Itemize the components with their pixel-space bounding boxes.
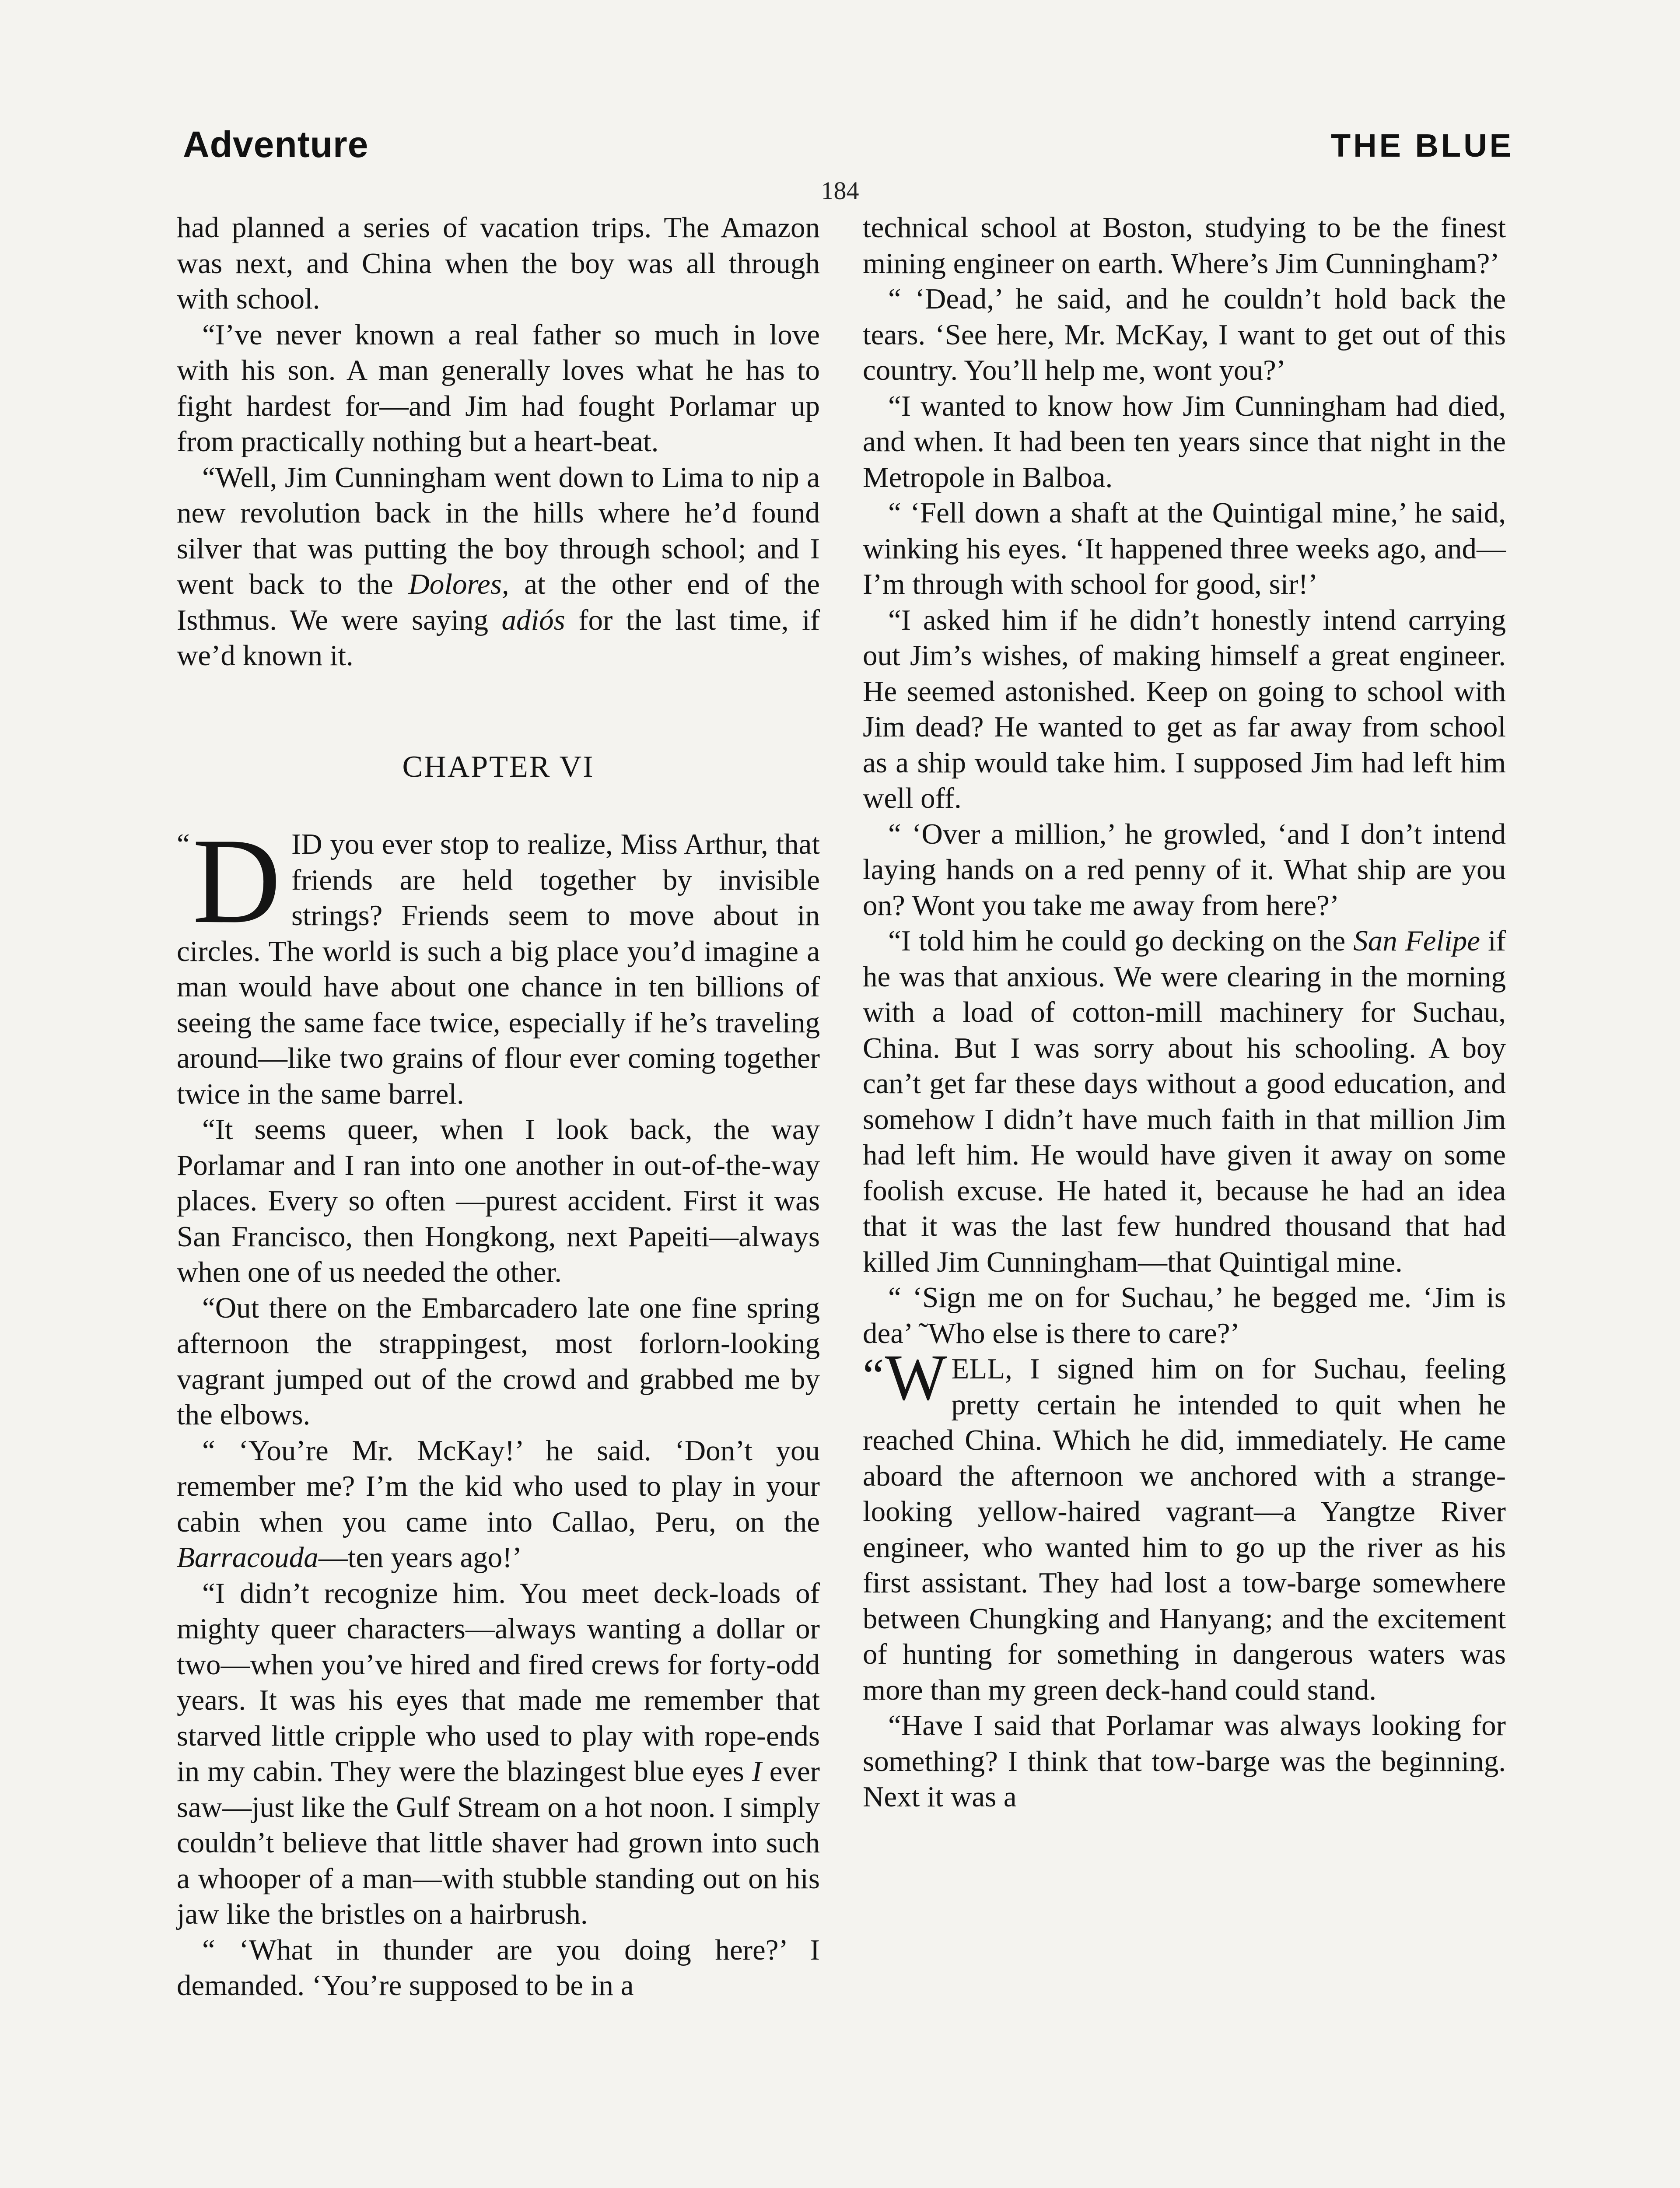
paragraph: had planned a series of vacation trips. The Amazon was next, and China when the boy was all through with school. — [177, 211, 820, 315]
open-quote: “ — [177, 828, 190, 860]
paragraph: “ ‘Sign me on for Suchau,’ he begged me. ‘Jim is dea’ ˜Who else is there to care?’ — [863, 1281, 1506, 1350]
text-run: at the other end of the Isthmus. We were saying — [177, 568, 820, 636]
text-run: —ten years ago!’ — [318, 1541, 522, 1574]
ship-name: San Felipe — [1353, 925, 1480, 957]
text-run: ELL, I signed him on for Suchau, feeling pretty certain he intended to quit when he reached China. Which he did, immediately. He came aboard the afternoon we anchored with a strange-looking yellow-haired vagrant—a Yangtze River engineer, who wanted him to go up the river as his first assistant. They had lost a tow-barge somewhere between Chungking and Hanyang; and the excitement of hunting for something in dangerous waters was more than my green deck-hand could stand. — [863, 1353, 1506, 1706]
paragraph: technical school at Boston, studying to be the finest mining engineer on earth. Where’s Jim Cunningham?’ — [863, 211, 1506, 280]
ship-name: Barracouda — [177, 1541, 318, 1574]
paragraph: “I wanted to know how Jim Cunningham had died, and when. It had been ten years since that night in the Metropole in Balboa. — [863, 389, 1506, 494]
text-run: ever saw—just like the Gulf Stream on a hot noon. I simply couldn’t believe that little shaver had grown into such a whooper of a man—with stubble standing out on his jaw like the bristles on a hairbrush. — [177, 1755, 820, 1930]
text-run: if he was that anxious. We were clearing in the morning with a load of cotton-mill machinery for Suchau, China. But I was sorry about his schooling. A boy can’t get far these days without a good education, and somehow I didn’t have much faith in that million Jim had left him. He would have given it away on some foolish excuse. He hated it, because he had an idea that it was the last few hundred thousand that had killed Jim Cunningham—that Quintigal mine. — [863, 925, 1506, 1278]
chapter-heading: CHAPTER VI — [402, 750, 595, 784]
paragraph: “ ‘Fell down a shaft at the Quintigal mine,’ he said, winking his eyes. ‘It happened three weeks ago, and—I’m through with school for good, sir!’ — [863, 497, 1506, 600]
drop-cap-paragraph — [863, 1341, 1506, 1708]
paragraph: “ ‘What in thunder are you doing here?’ I demanded. ‘You’re supposed to be in a — [177, 1933, 820, 2002]
drop-cap-letter: D — [192, 813, 281, 949]
paragraph — [177, 1576, 820, 1932]
paragraph: “ ‘Dead,’ he said, and he couldn’t hold back the tears. ‘See here, Mr. McKay, I want to get out of this country. You’ll help me, wont you?’ — [863, 283, 1506, 386]
paragraph — [177, 1433, 820, 1576]
right-column — [863, 210, 1506, 1815]
text-run: “Well, Jim Cunningham went down to Lima to nip a new revolution back in the hills where he’d found silver that was putting the boy through school; and I went back to the — [177, 461, 820, 600]
paragraph — [863, 923, 1506, 1280]
text-run: “I didn’t recognize him. You meet deck-loads of mighty queer characters—always wanting a dollar or two—when you’ve hired and fired crews for forty-odd years. It was his eyes that made me remember that starved little cripple who used to play with rope-ends in my cabin. They were the blazingest blue eyes — [177, 1577, 820, 1788]
text-run: ID you ever stop to realize, Miss Arthur, that friends are held together by invisible strings? Friends seem to move about in circles. The world is such a big place you’d imagine a man would have about one chance in ten billions of seeing the same face twice, especially if he’s traveling around—like two grains of flour ever coming together twice in the same barrel. — [177, 828, 820, 1110]
paragraph: “Out there on the Embarcadero late one fine spring afternoon the strappingest, most forlorn-looking vagrant jumped out of the crowd and grabbed me by the elbows. — [177, 1291, 820, 1431]
paragraph: “ ‘Over a million,’ he growled, ‘and I don’t intend laying hands on a red penny of it. What ship are you on? Wont you take me away from here?’ — [863, 817, 1506, 922]
left-column — [177, 210, 820, 2004]
foreign-word: adiós — [501, 603, 565, 636]
drop-cap-paragraph — [177, 813, 820, 1112]
paragraph: “I asked him if he didn’t honestly intend carrying out Jim’s wishes, of making himself a great engineer. He seemed astonished. Keep on going to school with Jim dead? He wanted to get as far away from school as a ship would take him. I supposed Jim had left him well off. — [863, 603, 1506, 814]
running-header-magazine-title: Adventure — [183, 124, 369, 165]
paragraph: “Have I said that Porlamar was always looking for something? I think that tow-barge was the beginning. Next it was a — [863, 1709, 1506, 1813]
page-number: 184 — [821, 176, 859, 205]
ship-name: Dolores, — [408, 568, 509, 600]
text-run: for the last time, if we’d known it. — [177, 603, 820, 672]
emphasis: I — [752, 1755, 762, 1788]
paragraph — [177, 460, 820, 674]
text-run: “I told him he could go decking on the — [888, 925, 1354, 957]
paragraph: “It seems queer, when I look back, the way Porlamar and I ran into one another in out-of-the-way places. Every so often —purest accident. First it was San Francisco, then Hongkong, next Papeiti—always when one of us needed the other. — [177, 1113, 820, 1288]
running-header-story-title: THE BLUE — [1331, 127, 1514, 164]
text-run: “ ‘You’re Mr. McKay!’ he said. ‘Don’t you remember me? I’m the kid who used to play in your cabin when you came into Callao, Peru, on the — [177, 1434, 820, 1538]
drop-cap-letter: W — [885, 1341, 947, 1414]
paragraph: “I’ve never known a real father so much in love with his son. A man generally loves what he has to fight hardest for—and Jim had fought Porlamar up from practically nothing but a heart-beat. — [177, 318, 820, 458]
open-quote: “ — [863, 1349, 884, 1402]
